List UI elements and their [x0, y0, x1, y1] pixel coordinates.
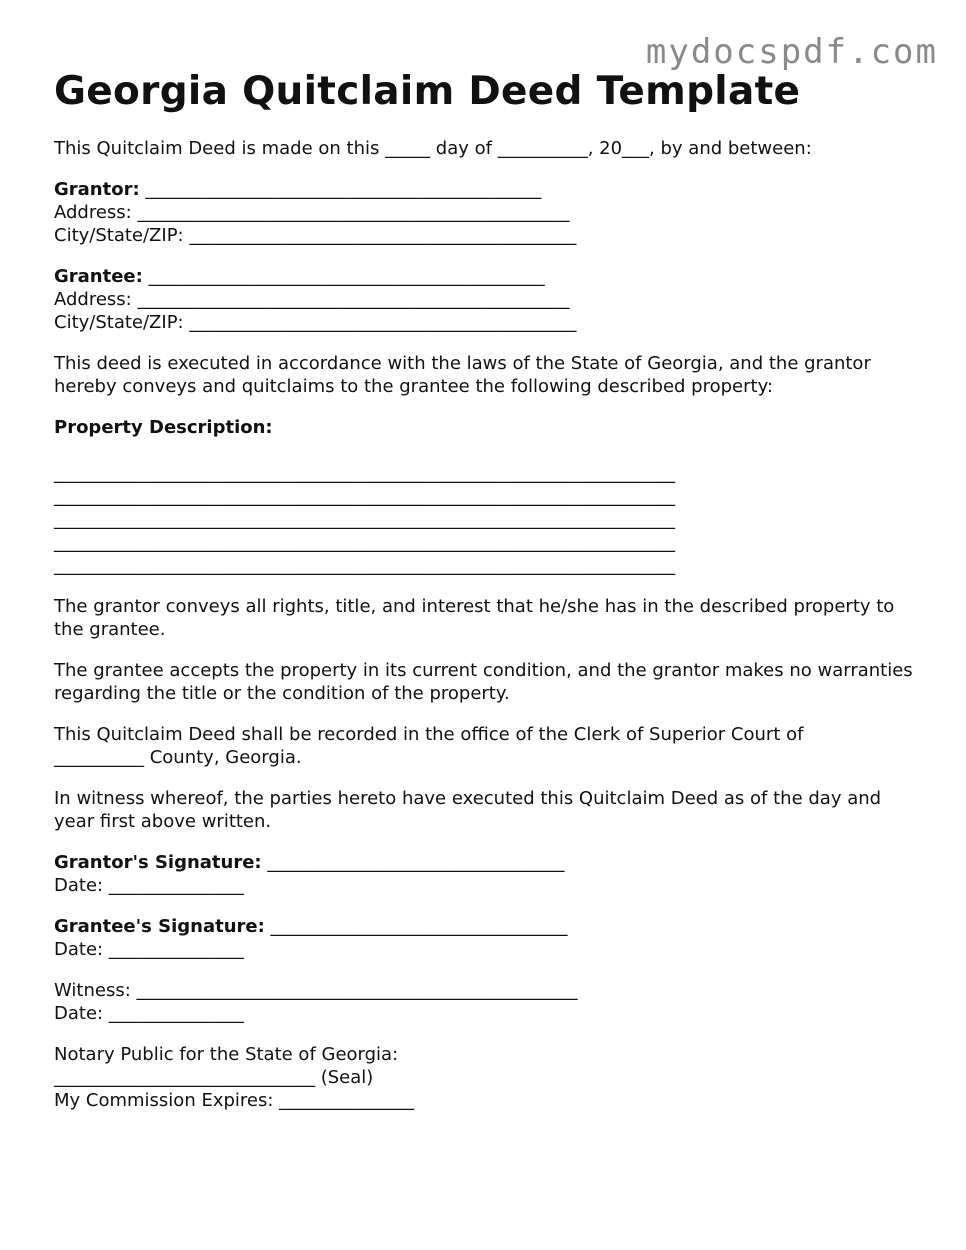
grantee-label: Grantee: [54, 266, 143, 287]
conveys-text: The grantor conveys all rights, title, and interest that he/she has in the described property to the grantee. [54, 596, 895, 640]
property-line: _____________________________________________________________________ [54, 509, 675, 530]
grantor-signature-block [54, 851, 924, 897]
notary-commission: My Commission Expires: _______________ [54, 1090, 415, 1111]
property-line: _____________________________________________________________________ [54, 486, 675, 507]
notary-seal-line: _____________________________ (Seal) [54, 1067, 374, 1088]
grantor-signature-line: _________________________________ [261, 852, 565, 873]
grantor-block [54, 178, 924, 247]
property-line: _____________________________________________________________________ [54, 532, 675, 553]
witness-text: In witness whereof, the parties hereto have executed this Quitclaim Deed as of the day and year first above written. [54, 788, 882, 832]
recorded-text: This Quitclaim Deed shall be recorded in the office of the Clerk of Superior Court of [54, 724, 804, 745]
grantee-signature-date: Date: _______________ [54, 939, 244, 960]
page-title: Georgia Quitclaim Deed Template [54, 69, 801, 114]
property-line: _____________________________________________________________________ [54, 463, 675, 484]
grantee-block [54, 265, 924, 334]
grantee-address: Address: ________________________________________________ [54, 289, 570, 310]
grantor-signature-label: Grantor's Signature: [54, 852, 262, 873]
document-page [54, 68, 924, 1112]
property-label: Property Description: [54, 417, 273, 438]
grantor-signature-row [54, 851, 924, 874]
executed-text: This deed is executed in accordance with the laws of the State of Georgia, and the grantor hereby conveys and quitclaims to the grantee the following described property: [54, 353, 871, 397]
watermark: mydocspdf.com [645, 32, 938, 72]
grantor-name-row [54, 178, 924, 201]
intro-text: This Quitclaim Deed is made on this _____ day of __________, 20___, by and between: [54, 138, 812, 159]
grantee-name-row [54, 265, 924, 288]
grantee-name-line: ____________________________________________ [142, 266, 545, 287]
grantor-label: Grantor: [54, 179, 140, 200]
grantee-signature-line: _________________________________ [264, 916, 568, 937]
accepts-text: The grantee accepts the property in its current condition, and the grantor makes no warranties regarding the title or the condition of the property. [54, 660, 913, 704]
witness-line: Witness: _________________________________________________ [54, 980, 578, 1001]
notary-title: Notary Public for the State of Georgia: [54, 1044, 399, 1065]
property-lines [54, 462, 924, 577]
grantee-signature-label: Grantee's Signature: [54, 916, 265, 937]
witness-date: Date: _______________ [54, 1003, 244, 1024]
grantee-signature-row [54, 915, 924, 938]
witness-block [54, 979, 924, 1025]
grantor-address: Address: ________________________________________________ [54, 202, 570, 223]
grantor-name-line: ____________________________________________ [139, 179, 542, 200]
recorded-block [54, 723, 924, 769]
grantee-signature-block [54, 915, 924, 961]
notary-block [54, 1043, 924, 1112]
grantor-city: City/State/ZIP: ___________________________________________ [54, 225, 577, 246]
recorded-county: __________ County, Georgia. [54, 747, 302, 768]
grantee-city: City/State/ZIP: ___________________________________________ [54, 312, 577, 333]
grantor-signature-date: Date: _______________ [54, 875, 244, 896]
property-line: _____________________________________________________________________ [54, 555, 675, 576]
